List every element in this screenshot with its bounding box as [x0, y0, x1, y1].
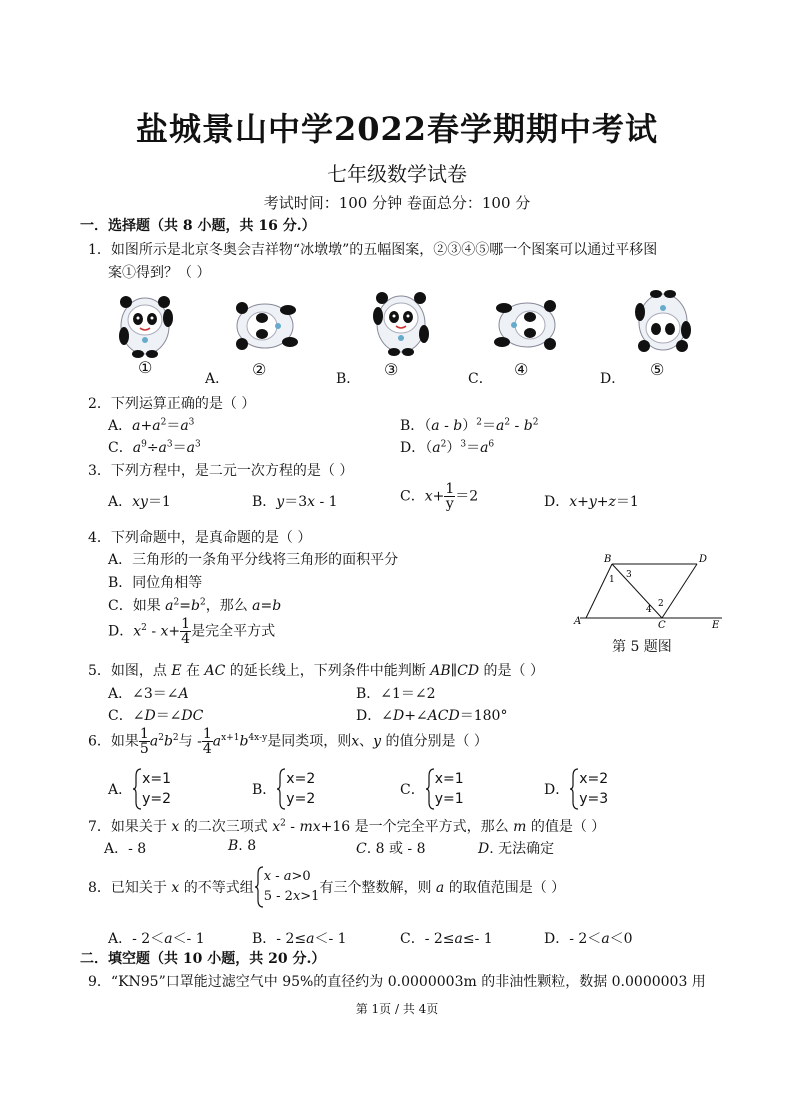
q6-stem: 6．如果 $\frac{1}{5}$ $a^2b^2$与 - $\frac{1}{4}$ $a^{x+1}b^{4x-y}$是同类项，则x、y 的值分别是（ ）: [88, 726, 488, 757]
q6-option-a: A． x=1 y=2: [108, 771, 172, 807]
q3-option-d: D．x+y+z＝1: [544, 494, 639, 510]
panda-label-2: ②: [252, 360, 267, 379]
point-c-label: C: [658, 620, 666, 631]
point-d-label: D: [699, 554, 708, 565]
q8-option-b: B．- 2≤a＜- 1: [252, 931, 347, 947]
q6-option-b: B． x=2 y=2: [252, 771, 316, 807]
angle-4-label: 4: [646, 605, 652, 615]
q2-option-c: C．$a^9\div a^3=a^3$: [108, 439, 201, 456]
q6-option-d: D． x=2 y=3: [544, 771, 609, 807]
q7-option-c: C. 8 或 - 8: [356, 841, 426, 857]
q1-option-c: C．: [468, 371, 493, 387]
angle-1-label: 1: [609, 575, 615, 585]
q4-option-c: C．如果 $a^2=b^2$，那么 a=b: [108, 597, 282, 614]
section-fill-title: 二．填空题（共 10 小题，共 20 分.）: [80, 951, 326, 967]
q5-option-d: D．∠D+∠ACD＝180°: [356, 708, 508, 724]
q1-line1: 1．如图所示是北京冬奥会吉祥物“冰墩墩”的五幅图案，②③④⑤哪一个图案可以通过平移图: [88, 242, 658, 258]
panda-figure-1: [112, 290, 178, 358]
q3-stem: 3．下列方程中，是二元一次方程的是（ ）: [88, 463, 354, 479]
panda-figure-3: [368, 286, 434, 356]
section-choice-title: 一．选择题（共 8 小题，共 16 分.）: [80, 218, 316, 234]
panda-figure-5: [630, 290, 696, 358]
panda-label-3: ③: [384, 360, 399, 379]
q3-option-b: B．y＝3x - 1: [252, 494, 338, 510]
q7-option-d: D. 无法确定: [478, 841, 555, 857]
q2-option-d: D．$(a^2)^3=a^6$: [400, 439, 495, 456]
panda-label-1: ①: [138, 358, 153, 377]
q2-option-b: B．$(a - b)^2=a^2 - b^2$: [400, 417, 539, 434]
q8-stem: 8．已知关于 x 的不等式组 x - a>0 5 - 2x>1 有三个整数解，则 a 的取值范围是（ ）: [88, 866, 565, 908]
point-e-label: E: [712, 620, 720, 631]
q5-geometry-figure: [572, 552, 732, 632]
exam-subtitle: 七年级数学试卷: [327, 162, 467, 186]
q1-option-a: A．: [205, 371, 230, 387]
page-footer: 第 1页 / 共 4页: [355, 1002, 439, 1016]
q4-option-b: B．同位角相等: [108, 575, 203, 591]
q5-option-c: C．∠D＝∠DC: [108, 708, 204, 724]
q1-option-b: B．: [336, 371, 361, 387]
q4-option-a: A．三角形的一条角平分线将三角形的面积平分: [108, 552, 399, 568]
q3-option-a: A．xy＝1: [108, 494, 171, 510]
q3-option-c: C．x+ $\frac{1}{y}$ ＝2: [400, 481, 479, 512]
exam-title: 盐城景山中学2022春学期期中考试: [135, 110, 659, 148]
exam-meta: 考试时间：100 分钟 卷面总分：100 分: [263, 194, 531, 212]
panda-figure-4: [494, 294, 560, 356]
q5-option-b: B．∠1＝∠2: [356, 686, 436, 702]
q9-text: 9．“KN95”口罩能过滤空气中 95%的直径约为 0.0000003m 的非油性颗粒，数据 0.0000003 用: [88, 974, 706, 990]
q7-option-a: A．- 8: [104, 841, 147, 857]
point-a-label: A: [574, 616, 582, 627]
point-b-label: B: [604, 554, 612, 565]
panda-label-5: ⑤: [650, 360, 665, 379]
q5-stem: 5．如图，点 E 在 AC 的延长线上，下列条件中能判断 AB∥CD 的是（ ）: [88, 663, 544, 679]
angle-3-label: 3: [626, 570, 632, 580]
q1-line2: 案①得到？（ ）: [108, 265, 211, 281]
q8-option-a: A．- 2＜a＜- 1: [108, 931, 205, 947]
panda-figure-2: [232, 296, 298, 356]
q2-option-a: A．$a+a^2=a^3$: [108, 417, 195, 434]
q7-stem: 7．如果关于 x 的二次三项式 $x^2 - mx+16$ 是一个完全平方式，那么 m 的值是（ ）: [88, 818, 606, 835]
angle-2-label: 2: [658, 599, 664, 609]
q1-option-d: D．: [600, 371, 626, 387]
q7-option-b: B. 8: [228, 838, 257, 854]
q8-option-d: D．- 2＜a＜0: [544, 931, 633, 947]
q4-option-d: D．$x^2 - x+$ $\frac{1}{4}$ 是完全平方式: [108, 616, 276, 647]
q2-stem: 2．下列运算正确的是（ ）: [88, 396, 256, 412]
q5-figure-caption: 第 5 题图: [612, 639, 672, 655]
q5-option-a: A．∠3＝∠A: [108, 686, 189, 702]
q4-stem: 4．下列命题中，是真命题的是（ ）: [88, 530, 312, 546]
panda-label-4: ④: [514, 360, 529, 379]
q6-option-c: C． x=1 y=1: [400, 771, 464, 807]
q8-option-c: C．- 2≤a≤- 1: [400, 931, 493, 947]
